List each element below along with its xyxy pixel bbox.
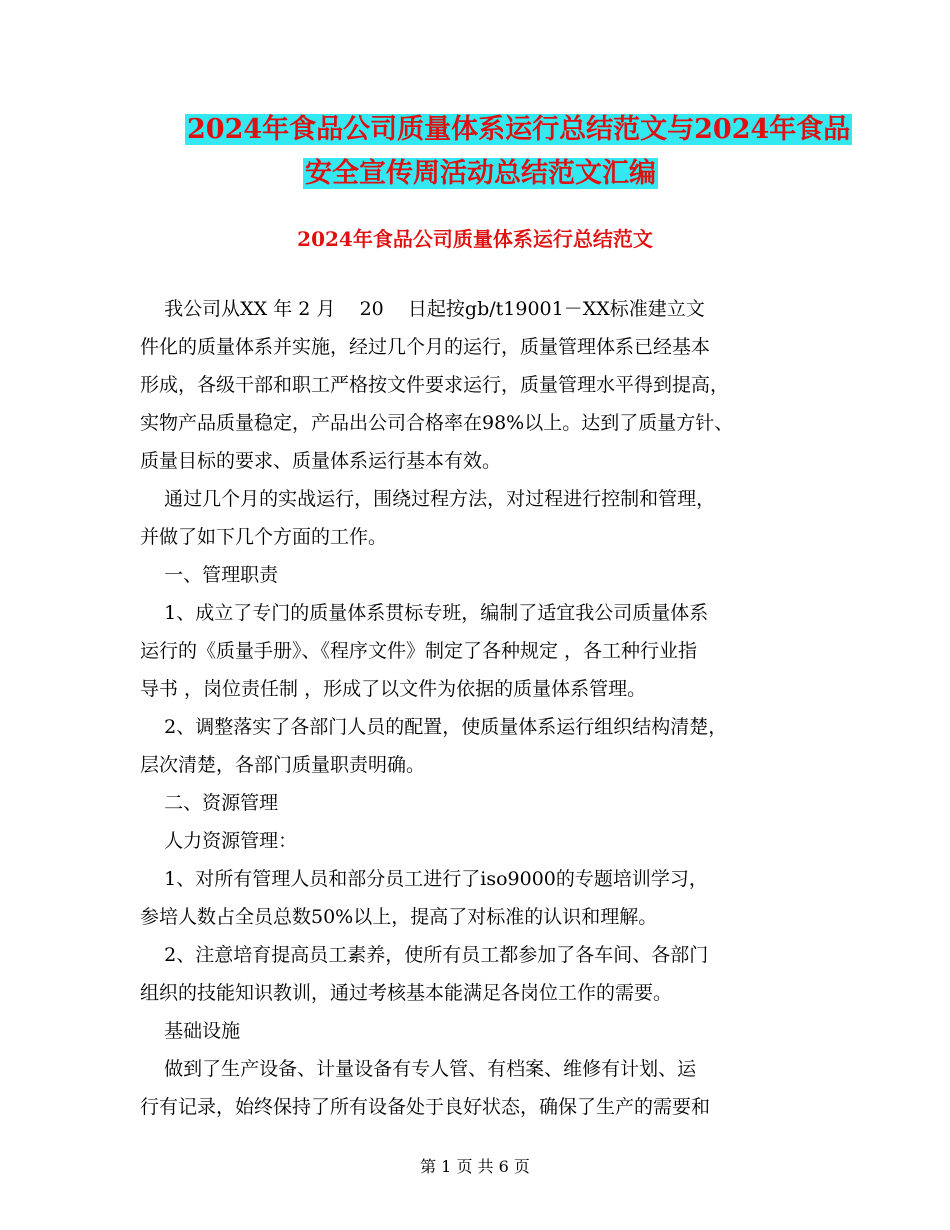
text-line: 形成，各级干部和职工严格按文件要求运行，质量管理水平得到提高， bbox=[140, 374, 730, 396]
text-line: 二、资源管理 bbox=[140, 792, 279, 814]
text-line: 质量目标的要求、质量体系运行基本有效。 bbox=[140, 450, 502, 472]
text-line: 1、对所有管理人员和部分员工进行了iso9000的专题培训学习， bbox=[140, 868, 708, 890]
text-line: 一、管理职责 bbox=[140, 564, 279, 586]
text-line: 基础设施 bbox=[140, 1020, 241, 1042]
text-line: 层次清楚，各部门质量职责明确。 bbox=[140, 754, 426, 776]
section-title: 2024年食品公司质量体系运行总结范文 bbox=[297, 227, 653, 251]
text-line: 1、成立了专门的质量体系贯标专班，编制了适宜我公司质量体系 bbox=[140, 602, 709, 624]
text-line: 运行的《质量手册》、《程序文件》制定了各种规定 ，各工种行业指 bbox=[140, 640, 698, 662]
text-line: 通过几个月的实战运行，围绕过程方法，对过程进行控制和管理， bbox=[140, 488, 716, 510]
main-title-line-1-text: 2024年食品公司质量体系运行总结范文与2024年食品 bbox=[187, 114, 851, 145]
text-line: 2、注意培育提高员工素养，使所有员工都参加了各车间、各部门 bbox=[140, 944, 709, 966]
main-title-line-2-text: 安全宣传周活动总结范文汇编 bbox=[305, 158, 656, 189]
text-line: 并做了如下几个方面的工作。 bbox=[140, 526, 388, 548]
text-line: 人力资源管理： bbox=[140, 830, 298, 852]
main-title-line-2 bbox=[303, 154, 658, 194]
text-line: 2、调整落实了各部门人员的配置，使质量体系运行组织结构清楚， bbox=[140, 716, 728, 738]
text-line: 实物产品质量稳定，产品出公司合格率在98%以上。达到了质量方针、 bbox=[140, 412, 734, 434]
text-line: 参培人数占全员总数50%以上，提高了对标准的认识和理解。 bbox=[140, 906, 658, 928]
text-line: 件化的质量体系并实施，经过几个月的运行，质量管理体系已经基本 bbox=[140, 336, 711, 358]
text-line: 我公司从XX 年 2 月 20 日起按gb/t19001－XX标准建立文 bbox=[140, 298, 705, 320]
page-footer: 第 1 页 共 6 页 bbox=[420, 1157, 530, 1176]
text-line: 组织的技能知识教训，通过考核基本能满足各岗位工作的需要。 bbox=[140, 982, 673, 1004]
main-title-line-1 bbox=[185, 110, 852, 150]
text-line: 做到了生产设备、计量设备有专人管、有档案、维修有计划、运 bbox=[140, 1058, 697, 1080]
text-line: 行有记录，始终保持了所有设备处于良好状态，确保了生产的需要和 bbox=[140, 1096, 711, 1118]
text-line: 导书 ，岗位责任制 ，形成了以文件为依据的质量体系管理。 bbox=[140, 678, 647, 700]
body-text bbox=[140, 290, 830, 1126]
